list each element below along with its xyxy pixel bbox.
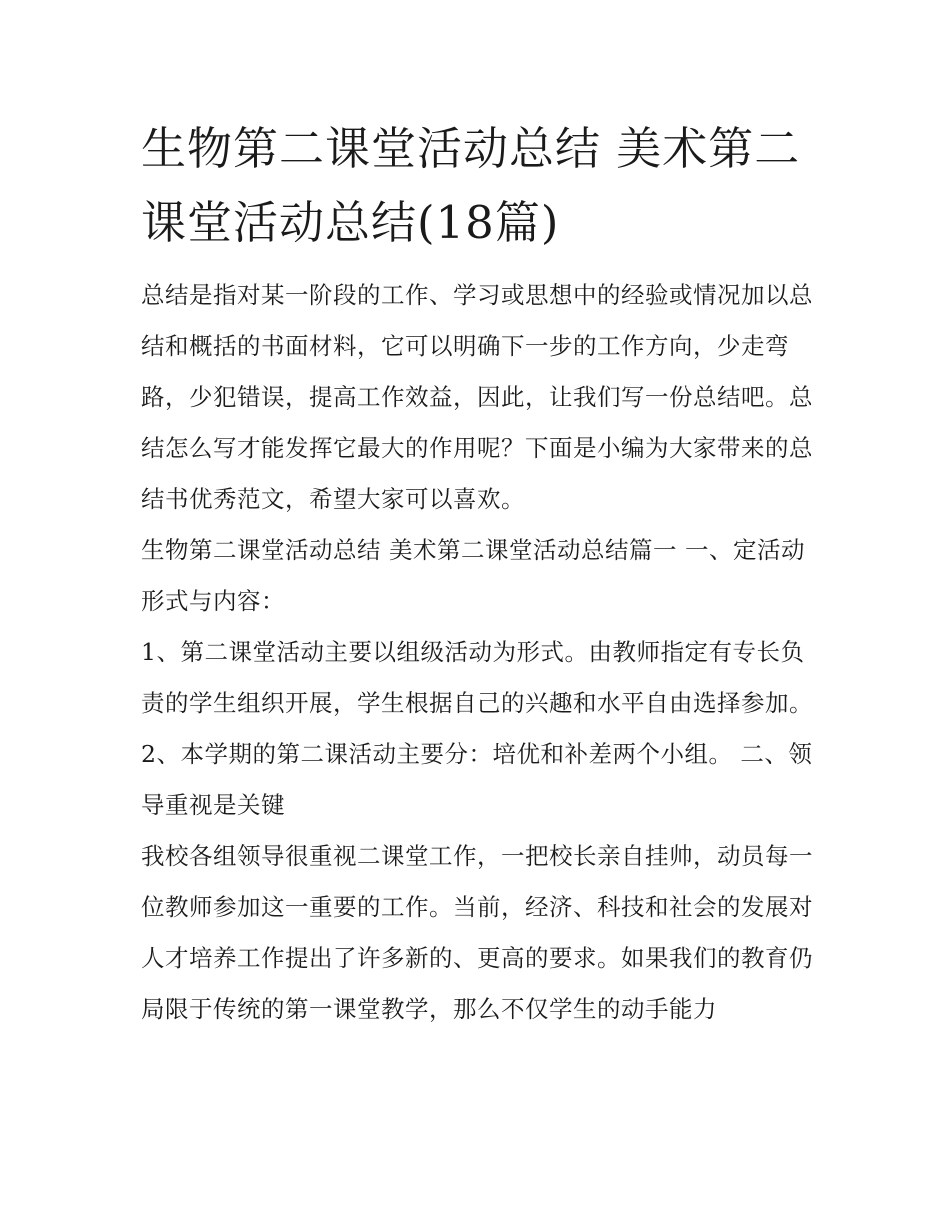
intro-paragraph: 总结是指对某一阶段的工作、学习或思想中的经验或情况加以总结和概括的书面材料，它可以明确下一步的工作方向，少走弯路，少犯错误，提高工作效益，因此，让我们写一份总结吧。总结怎么写才能发挥它最大的作用呢？下面是小编为大家带来的总结书优秀范文，希望大家可以喜欢。 [141, 281, 813, 513]
document-page [141, 112, 813, 1035]
item-1-paragraph: 1、第二课堂活动主要以组级活动为形式。由教师指定有专长负责的学生组织开展，学生根据自己的兴趣和水平自由选择参加。 [141, 638, 813, 717]
item-2-paragraph: 2、本学期的第二课活动主要分：培优和补差两个小组。 二、领导重视是关键 [141, 740, 813, 819]
section-heading-paragraph: 生物第二课堂活动总结 美术第二课堂活动总结篇一 一、定活动形式与内容： [141, 536, 805, 615]
document-title: 生物第二课堂活动总结 美术第二课堂活动总结(18篇) [141, 122, 801, 249]
body-paragraph: 我校各组领导很重视二课堂工作，一把校长亲自挂帅，动员每一位教师参加这一重要的工作。当前，经济、科技和社会的发展对人才培养工作提出了许多新的、更高的要求。如果我们的教育仍局限于传统的第一课堂教学，那么不仅学生的动手能力 [141, 842, 813, 1023]
